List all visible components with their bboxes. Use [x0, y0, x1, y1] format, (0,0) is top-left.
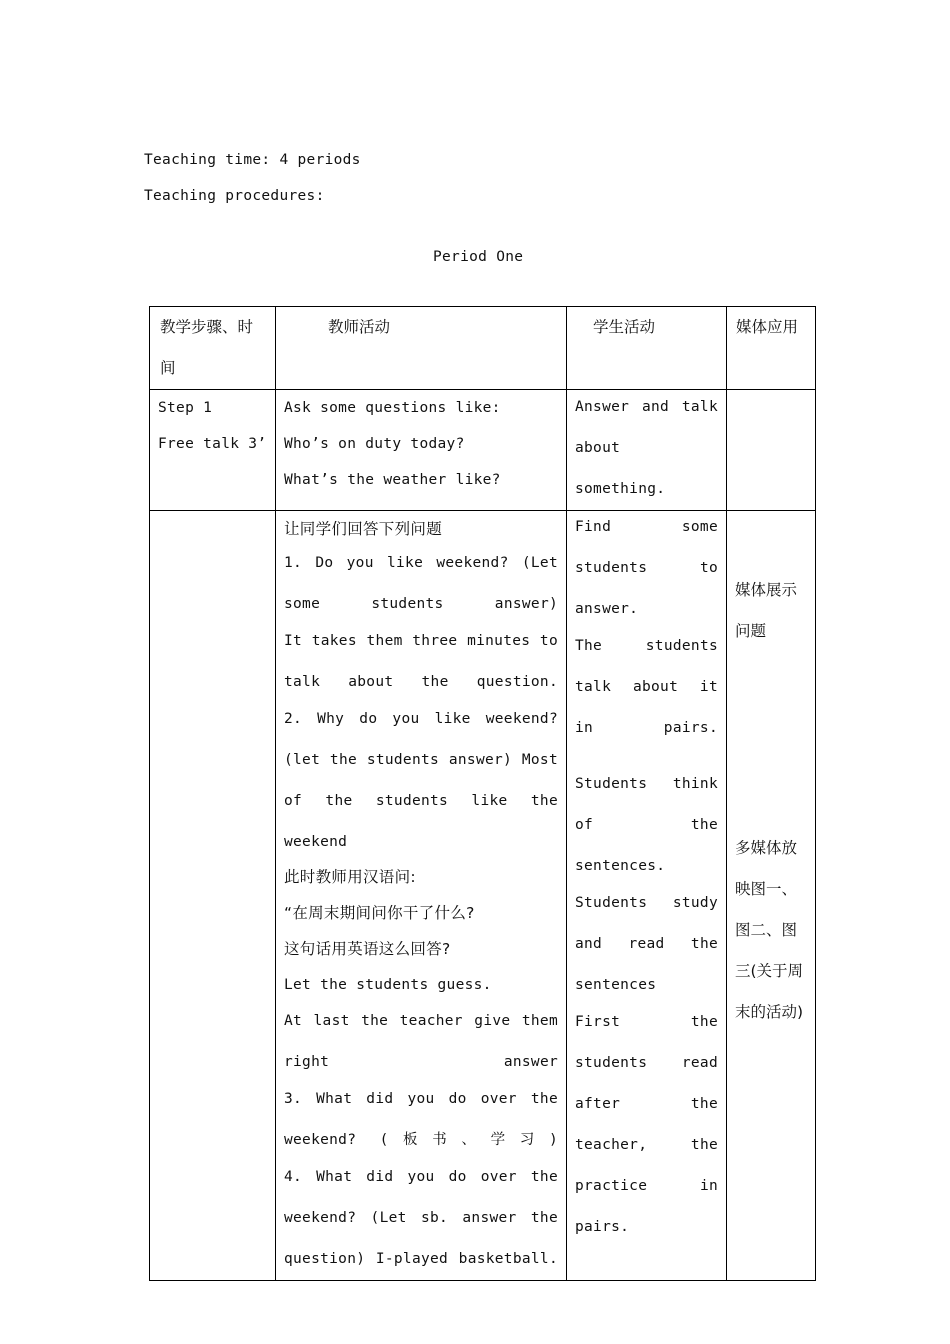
media-cell	[727, 390, 816, 511]
teacher-q3: 3. What did you do over the weekend? (板书、学习)	[284, 1091, 558, 1148]
media-m2: 多媒体放映图一、图二、图三(关于周末的活动)	[735, 839, 804, 1021]
table-row	[150, 511, 816, 1281]
step-cell	[150, 511, 276, 1281]
header-step-time: 教学步骤、时间	[150, 307, 276, 390]
student-s4: Students study and read the sentences	[575, 895, 718, 993]
teacher-last: At last the teacher give them right answer	[284, 1013, 558, 1070]
period-title: Period One	[433, 249, 524, 265]
student-s2: The students talk about it in pairs.	[575, 638, 718, 736]
step-cell	[150, 390, 276, 511]
student-s1: Find some students to answer.	[575, 519, 718, 617]
teacher-line: What’s the weather like?	[284, 472, 501, 488]
step-label: Step 1	[158, 400, 213, 416]
teacher-cell	[276, 390, 567, 511]
header-media: 媒体应用	[727, 307, 816, 390]
header-student-activity: 学生活动	[567, 307, 727, 390]
step-name: Free talk 3’	[158, 436, 267, 452]
student-cell	[567, 390, 727, 511]
teacher-cell	[276, 511, 567, 1281]
teacher-guess: Let the students guess.	[284, 977, 492, 993]
teaching-time: Teaching time: 4 periods	[144, 152, 361, 168]
student-s5: First the students read after the teacher, the practice in pairs.	[575, 1014, 718, 1235]
teacher-q1-note: It takes them three minutes to talk about the question.	[284, 633, 558, 690]
teacher-cn-ask: 此时教师用汉语问:	[284, 868, 416, 886]
table-row	[150, 390, 816, 511]
teacher-line: Who’s on duty today?	[284, 436, 465, 452]
table-header-row	[150, 307, 816, 390]
student-line: Answer and talk about something.	[575, 399, 718, 497]
teaching-procedures: Teaching procedures:	[144, 188, 325, 204]
teacher-line: Ask some questions like:	[284, 400, 501, 416]
teacher-q2: 2. Why do you like weekend? (let the students answer) Most of the students like the weekend	[284, 711, 558, 850]
teacher-cn-question: “在周末期间问你干了什么?	[284, 904, 475, 922]
student-cell	[567, 511, 727, 1281]
media-cell	[727, 511, 816, 1281]
teacher-q1: 1. Do you like weekend? (Let some students answer)	[284, 555, 558, 612]
header-teacher-activity: 教师活动	[276, 307, 567, 390]
lesson-table	[149, 306, 816, 1281]
teacher-q4: 4. What did you do over the weekend? (Let sb. answer the question) I-played basketball.	[284, 1169, 558, 1267]
teacher-cn-how: 这句话用英语这么回答?	[284, 940, 451, 958]
media-m1: 媒体展示问题	[735, 581, 798, 640]
teacher-intro: 让同学们回答下列问题	[284, 520, 443, 538]
student-s3: Students think of the sentences.	[575, 776, 718, 874]
